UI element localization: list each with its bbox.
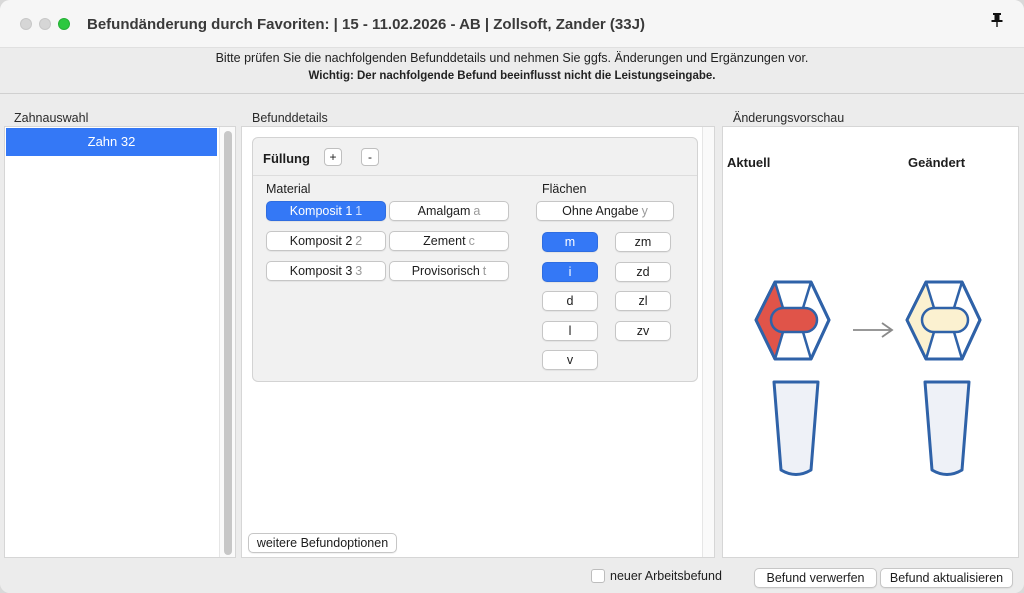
- befunddetails-panel: [241, 126, 715, 558]
- flaeche-d-button[interactable]: d: [542, 291, 598, 311]
- flaechen-title: Flächen: [542, 182, 587, 196]
- tooth-list-scrollbar[interactable]: [219, 127, 235, 557]
- update-befund-button[interactable]: Befund aktualisieren: [880, 568, 1013, 588]
- vorschau-panel: [722, 126, 1019, 558]
- minimize-window-button[interactable]: [39, 18, 51, 30]
- add-befund-button[interactable]: +: [324, 148, 342, 166]
- flaeche-v-button[interactable]: v: [542, 350, 598, 370]
- fuellung-header: [253, 138, 697, 176]
- material-komposit-2-button[interactable]: Komposit 2 2: [266, 231, 386, 251]
- title-bar: [0, 0, 1024, 48]
- neuer-arbeitsbefund-checkbox[interactable]: [591, 569, 605, 583]
- warning-text: Wichtig: Der nachfolgende Befund beeinflusst nicht die Leistungseingabe.: [308, 70, 716, 82]
- tooth-list-item[interactable]: Zahn 32: [6, 128, 217, 156]
- flaeche-l-button[interactable]: l: [542, 321, 598, 341]
- close-window-button[interactable]: [20, 18, 32, 30]
- flaeche-zv-button[interactable]: zv: [615, 321, 671, 341]
- more-options-button[interactable]: weitere Befundoptionen: [248, 533, 397, 553]
- changed-tooth-icon: [907, 282, 980, 475]
- vorschau-label: Änderungsvorschau: [733, 111, 845, 125]
- befunddetails-scrollbar[interactable]: [702, 127, 714, 557]
- fuellung-group: [252, 137, 698, 382]
- befunddetails-label: Befunddetails: [252, 111, 328, 125]
- remove-befund-button[interactable]: -: [361, 148, 379, 166]
- flaeche-zd-button[interactable]: zd: [615, 262, 671, 282]
- material-komposit-3-button[interactable]: Komposit 3 3: [266, 261, 386, 281]
- footer-bar: [0, 560, 1024, 593]
- material-zement-button[interactable]: Zement c: [389, 231, 509, 251]
- flaeche-i-button[interactable]: i: [542, 262, 598, 282]
- current-tooth-icon: [756, 282, 829, 475]
- flaeche-zl-button[interactable]: zl: [615, 291, 671, 311]
- tooth-list[interactable]: [4, 126, 236, 558]
- info-text: Bitte prüfen Sie die nachfolgenden Befunddetails und nehmen Sie ggfs. Änderungen und Ergänzungen vor.: [215, 51, 809, 65]
- info-banner: [0, 48, 1024, 94]
- changed-heading: Geändert: [908, 155, 966, 170]
- fuellung-title: Füllung: [263, 151, 310, 166]
- flaeche-zm-button[interactable]: zm: [615, 232, 671, 252]
- material-provisorisch-button[interactable]: Provisorisch t: [389, 261, 509, 281]
- material-komposit-1-button[interactable]: Komposit 1 1: [266, 201, 386, 221]
- material-amalgam-button[interactable]: Amalgam a: [389, 201, 509, 221]
- zahnauswahl-label: Zahnauswahl: [14, 111, 89, 125]
- discard-befund-button[interactable]: Befund verwerfen: [754, 568, 877, 588]
- pin-icon[interactable]: [990, 12, 1004, 28]
- main-content: [0, 95, 1024, 560]
- tooth-list-scroll-thumb[interactable]: [224, 131, 232, 555]
- window-title: Befundänderung durch Favoriten: | 15 - 11.02.2026 - AB | Zollsoft, Zander (33J): [87, 16, 645, 33]
- neuer-arbeitsbefund-label[interactable]: neuer Arbeitsbefund: [610, 569, 722, 583]
- material-title: Material: [266, 182, 311, 196]
- flaeche-m-button[interactable]: m: [542, 232, 598, 252]
- tooth-preview-graphic: [723, 127, 1020, 559]
- arrow-right-icon: [853, 323, 892, 337]
- ohne-angabe-button[interactable]: Ohne Angabe y: [536, 201, 674, 221]
- current-heading: Aktuell: [727, 155, 771, 170]
- zoom-window-button[interactable]: [58, 18, 70, 30]
